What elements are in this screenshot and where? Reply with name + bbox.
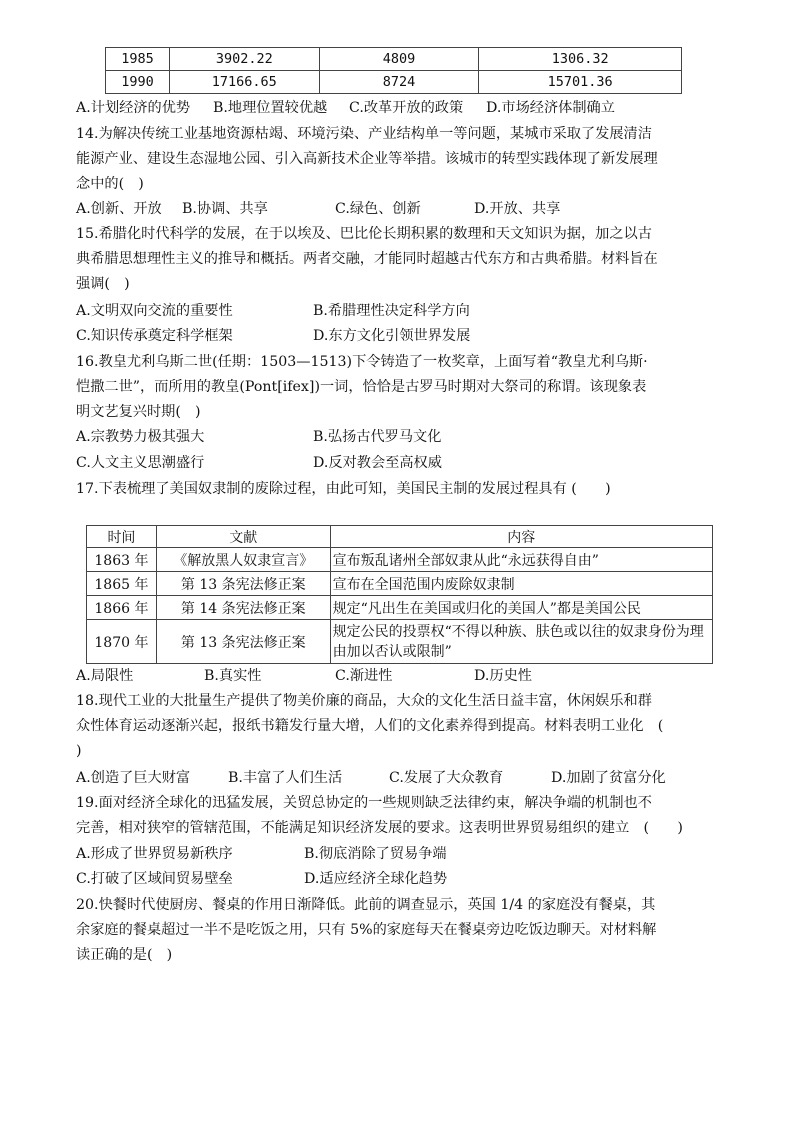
q16-stem-line: 恺撒二世”，而所用的教皇(Pont[ifex])一词，恰恰是古罗马时期对大祭司的称谓。该现象表 [76,379,647,395]
table-row [106,48,682,71]
table-cell: 1870 年 [87,620,157,664]
q14-stem-line: 念中的( ) [76,176,144,192]
data-table-top [105,47,682,94]
q13-option-b: B.地理位置较优越 [213,100,328,116]
q17-option-d: D.历史性 [474,668,532,684]
table-header-row [87,526,713,548]
q14-option-d: D.开放、共享 [474,201,561,217]
q16-stem-line: 明文艺复兴时期( ) [76,404,201,420]
q15-option-c: C.知识传承奠定科学框架 [76,328,233,344]
q18-option-b: B.丰富了人们生活 [228,770,343,786]
q15-option-b: B.希腊理性决定科学方向 [313,303,470,319]
q18-stem-line: 18.现代工业的大批量生产提供了物美价廉的商品，大众的文化生活日益丰富，休闲娱乐和群 [76,693,652,709]
q19-option-c: C.打破了区域间贸易壁垒 [76,871,233,887]
q19-stem-line: 完善，相对狭窄的管辖范围，不能满足知识经济发展的要求。这表明世界贸易组织的建立 ( ) [76,820,683,836]
q18-stem-line: ) [76,743,82,759]
table-cell: 4809 [319,48,479,71]
table-cell: 15701.36 [479,71,682,94]
q14-option-a: A.创新、开放 [76,201,162,217]
table-cell: 1865 年 [87,572,157,596]
q20-stem-line: 余家庭的餐桌超过一半不是吃饭之用，只有 5%的家庭每天在餐桌旁边吃饭边聊天。对材料解 [76,922,657,938]
table-cell: 1866 年 [87,596,157,620]
q17-stem-line: 17.下表梳理了美国奴隶制的废除过程，由此可知，美国民主制的发展过程具有 ( ) [76,481,611,497]
table-cell: 8724 [319,71,479,94]
table-cell: 3902.22 [169,48,319,71]
table-row [106,71,682,94]
q19-stem-line: 19.面对经济全球化的迅猛发展，关贸总协定的一些规则缺乏法律约束，解决争端的机制也不 [76,795,652,811]
column-header: 内容 [330,526,712,548]
column-header: 时间 [87,526,157,548]
q15-option-d: D.东方文化引领世界发展 [313,328,471,344]
q16-option-b: B.弘扬古代罗马文化 [313,429,442,445]
q16-option-d: D.反对教会至高权威 [313,455,442,471]
q15-stem-line: 典希腊思想理性主义的推导和概括。两者交融，才能同时超越古代东方和古典希腊。材料旨在 [76,251,658,267]
table-cell: 1985 [106,48,170,71]
table-cell: 1990 [106,71,170,94]
table-cell: 宣布在全国范围内废除奴隶制 [330,572,712,596]
table-row [87,548,713,572]
q13-option-a: A.计划经济的优势 [76,100,191,116]
table-cell: 1306.32 [479,48,682,71]
table-cell: 第 13 条宪法修正案 [156,572,330,596]
q18-option-d: D.加剧了贫富分化 [551,770,666,786]
table-cell: 1863 年 [87,548,157,572]
q19-option-b: B.彻底消除了贸易争端 [304,846,447,862]
q20-stem-line: 20.快餐时代使厨房、餐桌的作用日渐降低。此前的调查显示，英国 1/4 的家庭没有餐桌，其 [76,897,656,913]
q15-option-a: A.文明双向交流的重要性 [76,303,233,319]
column-header: 文献 [156,526,330,548]
q16-option-a: A.宗教势力极其强大 [76,429,205,445]
table-cell: 第 13 条宪法修正案 [156,620,330,664]
q18-option-c: C.发展了大众教育 [389,770,504,786]
q15-stem-line: 强调( ) [76,276,130,292]
table-cell: 17166.65 [169,71,319,94]
q13-option-d: D.市场经济体制确立 [486,100,615,116]
table-cell: 宣布叛乱诸州全部奴隶从此“永远获得自由” [330,548,712,572]
table-row [87,572,713,596]
q20-stem-line: 读正确的是( ) [76,947,173,963]
q17-option-a: A.局限性 [76,668,134,684]
table-cell: 规定“凡出生在美国或归化的美国人”都是美国公民 [330,596,712,620]
q14-stem-line: 能源产业、建设生态湿地公园、引入高新技术企业等举措。该城市的转型实践体现了新发展理 [76,151,658,167]
q19-option-d: D.适应经济全球化趋势 [304,871,448,887]
q14-stem-line: 14.为解决传统工业基地资源枯竭、环境污染、产业结构单一等问题，某城市采取了发展清洁 [76,126,652,142]
abolition-table [86,525,713,664]
table-row [87,596,713,620]
q14-option-c: C.绿色、创新 [335,201,421,217]
q15-stem-line: 15.希腊化时代科学的发展，在于以埃及、巴比伦长期积累的数理和天文知识为据，加之以古 [76,226,652,242]
table-cell: 规定公民的投票权“不得以种族、肤色或以往的奴隶身份为理由加以否认或限制” [330,620,712,664]
q17-option-c: C.渐进性 [335,668,393,684]
table-cell: 《解放黑人奴隶宣言》 [156,548,330,572]
q18-stem-line: 众性体育运动逐渐兴起，报纸书籍发行量大增，人们的文化素养得到提高。材料表明工业化 ( [76,718,664,734]
q14-option-b: B.协调、共享 [182,201,268,217]
table-row [87,620,713,664]
table-cell: 第 14 条宪法修正案 [156,596,330,620]
q16-option-c: C.人文主义思潮盛行 [76,455,205,471]
q18-option-a: A.创造了巨大财富 [76,770,191,786]
q13-option-c: C.改革开放的政策 [349,100,464,116]
q19-option-a: A.形成了世界贸易新秩序 [76,846,233,862]
q16-stem-line: 16.教皇尤利乌斯二世(任期：1503—1513)下令铸造了一枚奖章，上面写着“教皇尤利乌斯· [76,354,648,370]
q17-option-b: B.真实性 [204,668,262,684]
